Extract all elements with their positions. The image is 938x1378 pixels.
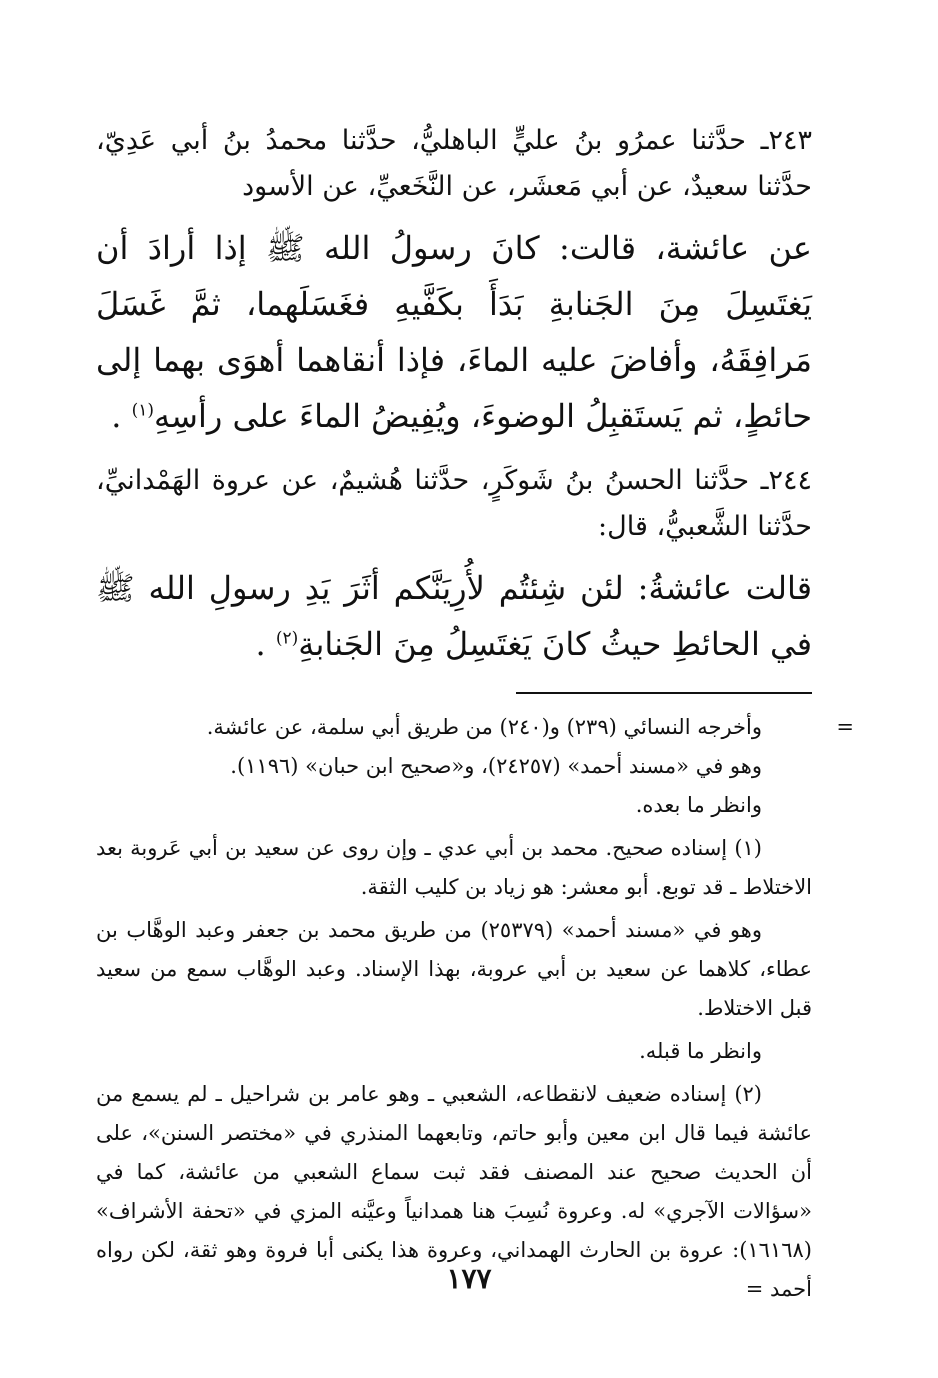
footnote-1: [96, 829, 812, 1071]
page-number: ١٧٧: [446, 1262, 492, 1295]
footnote-1-paragraph: وهو في «مسند أحمد» (٢٥٣٧٩) من طريق محمد بن جعفر وعبد الوهَّاب بن عطاء، كلاهما عن سعيد بن أبي عروبة، بهذا الإسناد. وعبد الوهَّاب سمع من سعيد قبل الاختلاط.: [96, 918, 812, 1020]
hadith-243-matn: [96, 220, 812, 444]
hadith-243-matn-text: عن عائشة، قالت: كانَ رسولُ الله ﷺ إذا أرادَ أن يَغتَسِلَ مِنَ الجَنابةِ بَدَأَ بكَفَّيهِ فغَسَلَهما، ثمَّ غَسَلَ مَرافِقَهُ، وأفاضَ عليه الماءَ، فإذا أنقاهما أهوَى بهما إلى حائطٍ، ثم يَستَقبِلُ الوضوءَ، ويُفِيضُ الماءَ على رأسِهِ: [96, 229, 812, 435]
hadith-244-matn-text: قالت عائشةُ: لئن شِئتُم لأُرِيَنَّكم أثَرَ يَدِ رسولِ الله ﷺ في الحائطِ حيثُ كانَ يَغتَسِلُ مِنَ الجَنابةِ: [96, 569, 812, 663]
footnote-continuation-line: وهو في «مسند أحمد» (٢٤٢٥٧)، و«صحيح ابن حبان» (١١٩٦).: [230, 754, 762, 778]
hadith-243-end: .: [111, 397, 132, 435]
hadith-244-end: .: [255, 625, 276, 663]
footnote-ref-1[interactable]: (١): [131, 400, 154, 421]
footnote-ref-2[interactable]: (٢): [275, 628, 299, 649]
hadith-244-matn: [96, 560, 812, 672]
footnote-continuation-line: وانظر ما بعده.: [635, 793, 762, 817]
footnote-1-paragraph: وانظر ما قبله.: [639, 1039, 762, 1063]
hadith-243-isnad: [96, 118, 812, 210]
hadith-244-isnad-text: ٢٤٤ـ حدَّثنا الحسنُ بنُ شَوكَرٍ، حدَّثنا هُشيمٌ، عن عروة الهَمْدانيِّ، حدَّثنا الشَّعبيُّ، قال:: [96, 465, 812, 542]
footnote-continuation-line: وأخرجه النسائي (٢٣٩) و(٢٤٠) من طريق أبي سلمة، عن عائشة.: [206, 715, 762, 739]
footnote-continuation: [96, 708, 854, 825]
hadith-244-isnad: [96, 458, 812, 550]
continuation-mark: =: [836, 715, 854, 739]
hadith-243-isnad-text: ٢٤٣ـ حدَّثنا عمرُو بنُ عليٍّ الباهليُّ، حدَّثنا محمدُ بنُ أبي عَدِيّ، حدَّثنا سعيدٌ، عن أبي مَعشَر، عن النَّخَعيِّ، عن الأسود: [96, 125, 812, 202]
footnote-separator: [516, 692, 812, 694]
footnote-1-paragraph: (١) إسناده صحيح. محمد بن أبي عدي ـ وإن روى عن سعيد بن أبي عَروبة بعد الاختلاط ـ قد توبع. أبو معشر: هو زياد بن كليب الثقة.: [96, 836, 812, 899]
page-body: [96, 118, 854, 1313]
footnote-2-paragraph: (٢) إسناده ضعيف لانقطاعه، الشعبي ـ وهو عامر بن شراحيل ـ لم يسمع من عائشة فيما قال ابن معين وأبو حاتم، وتابعهما المنذري في «مختصر السنن»، على أن الحديث صحيح عند المصنف فقد ثبت سماع الشعبي من عائشة، كما في «سؤالات الآجري» له. وعروة نُسِبَ هنا همدانياً وعيَّنه المزي في «تحفة الأشراف» (١٦١٦٨): عروة بن الحارث الهمداني، وعروة هذا يكنى أبا فروة وهو ثقة، لكن رواه أحمد =: [96, 1082, 812, 1301]
